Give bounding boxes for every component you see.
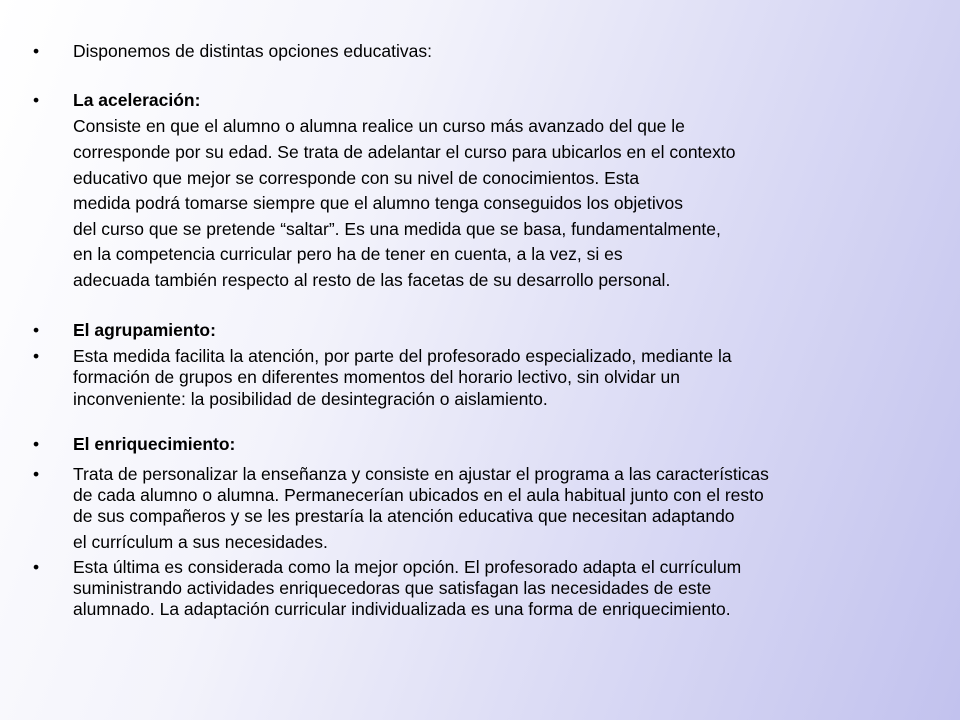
bullet-intro: • — [33, 41, 40, 61]
bullet-agrupamiento: • — [33, 320, 40, 340]
enriquecimiento-line: Trata de personalizar la enseñanza y consiste en ajustar el programa a las características — [73, 464, 769, 484]
intro-text: Disponemos de distintas opciones educativas: — [73, 41, 432, 61]
bullet-agrupamiento-desc: • — [33, 346, 40, 366]
aceleracion-line: del curso que se pretende “saltar”. Es una medida que se basa, fundamentalmente, — [73, 219, 721, 239]
agrupamiento-line: Esta medida facilita la atención, por parte del profesorado especializado, mediante la — [73, 346, 732, 366]
bullet-enriquecimiento: • — [33, 434, 40, 454]
conclusion-line: Esta última es considerada como la mejor opción. El profesorado adapta el currículum — [73, 557, 742, 577]
agrupamiento-line: inconveniente: la posibilidad de desintegración o aislamiento. — [73, 389, 548, 409]
bullet-aceleracion: • — [33, 90, 40, 110]
enriquecimiento-line: el currículum a sus necesidades. — [73, 532, 328, 552]
conclusion-line: alumnado. La adaptación curricular individualizada es una forma de enriquecimiento. — [73, 599, 731, 619]
aceleracion-line: adecuada también respecto al resto de las facetas de su desarrollo personal. — [73, 270, 671, 290]
aceleracion-heading: La aceleración: — [73, 90, 201, 110]
aceleracion-line: medida podrá tomarse siempre que el alumno tenga conseguidos los objetivos — [73, 193, 683, 213]
bullet-conclusion: • — [33, 557, 40, 577]
enriquecimiento-heading: El enriquecimiento: — [73, 434, 236, 454]
enriquecimiento-line: de sus compañeros y se les prestaría la atención educativa que necesitan adaptando — [73, 506, 735, 526]
agrupamiento-line: formación de grupos en diferentes momentos del horario lectivo, sin olvidar un — [73, 367, 680, 387]
enriquecimiento-line: de cada alumno o alumna. Permanecerían ubicados en el aula habitual junto con el resto — [73, 485, 764, 505]
bullet-enriquecimiento-desc: • — [33, 464, 40, 484]
conclusion-line: suministrando actividades enriquecedoras que satisfagan las necesidades de este — [73, 578, 712, 598]
aceleracion-line: educativo que mejor se corresponde con su nivel de conocimientos. Esta — [73, 168, 640, 188]
aceleracion-line: en la competencia curricular pero ha de tener en cuenta, a la vez, si es — [73, 244, 623, 264]
agrupamiento-heading: El agrupamiento: — [73, 320, 216, 340]
aceleracion-line: Consiste en que el alumno o alumna realice un curso más avanzado del que le — [73, 116, 685, 136]
aceleracion-line: corresponde por su edad. Se trata de adelantar el curso para ubicarlos en el contexto — [73, 142, 736, 162]
